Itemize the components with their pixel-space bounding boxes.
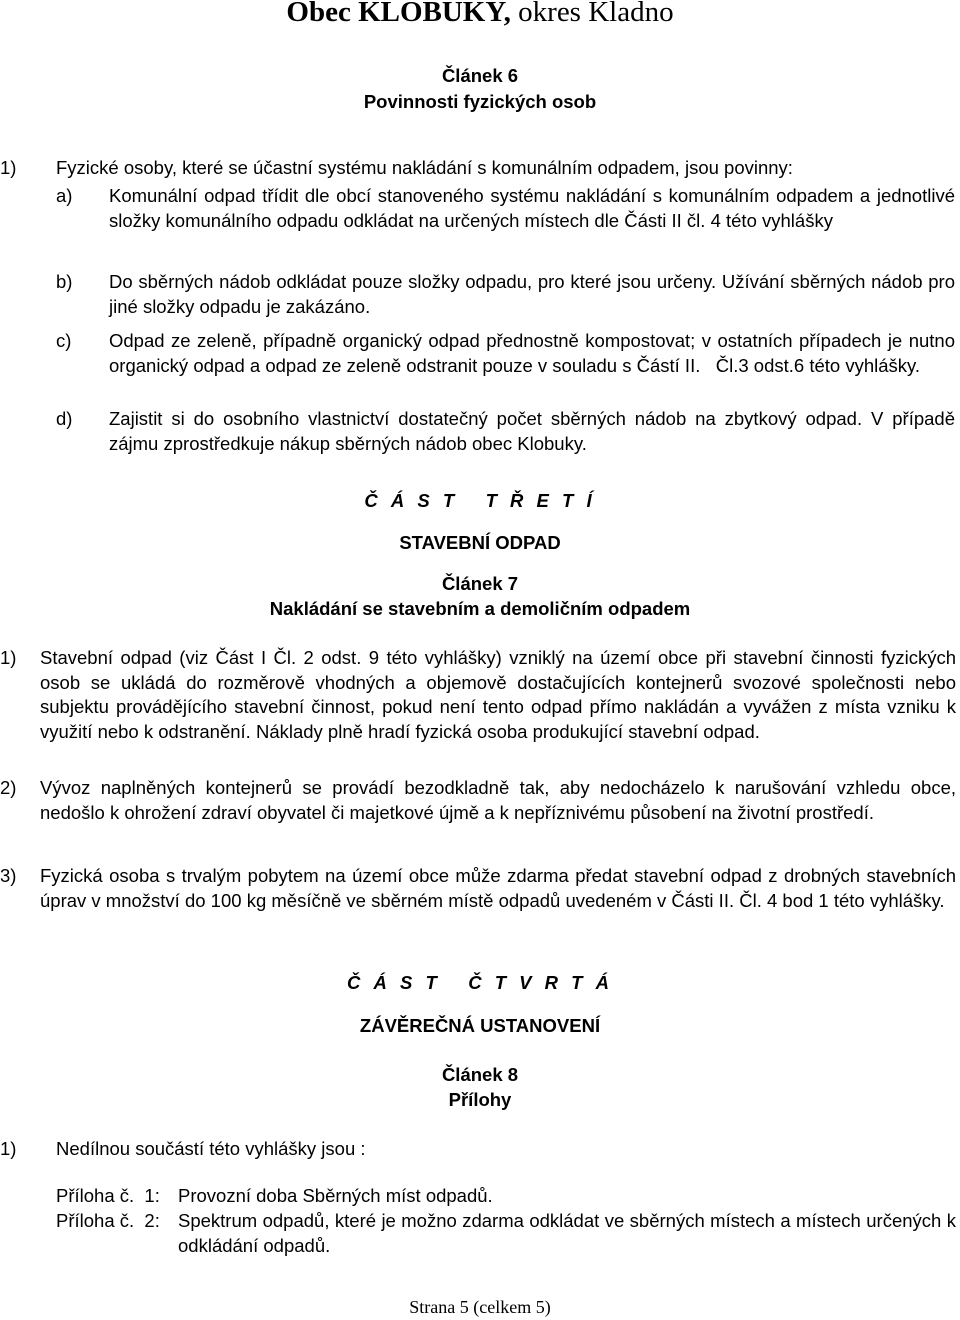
article-8-subheading: Přílohy — [448, 1089, 512, 1110]
article-7-subheading: Nakládání se stavebním a demoličním odpadem — [269, 598, 691, 619]
item-text: Zajistit si do osobního vlastnictví dostatečný počet sběrných nádob na zbytkový odpad. V případě zájmu zprostředkuje nákup sběrných nádob obec Klobuky. — [109, 408, 955, 454]
part-3-title: Č Á S T T Ř E T Í — [364, 490, 596, 511]
part-3-subtitle: STAVEBNÍ ODPAD — [399, 532, 561, 553]
item-text: Do sběrných nádob odkládat pouze složky odpadu, pro které jsou určeny. Užívání sběrných nádob pro jiné složky odpadu je zakázáno. — [109, 271, 955, 317]
district-name: okres Kladno — [518, 0, 674, 28]
article-6-heading: Článek 6 — [441, 65, 519, 86]
paragraph-number: 1) — [0, 647, 17, 668]
item-text: Odpad ze zeleně, případně organický odpad přednostně kompostovat; v ostatních případech je nutno organický odpad a odpad ze zeleně odstranit pouze v souladu s Částí II. Čl.3 odst.6 této vyhlášky. — [109, 330, 960, 376]
page-number-footer: Strana 5 (celkem 5) — [409, 1297, 551, 1317]
point-number: 1) — [0, 1138, 17, 1159]
article-8-heading: Článek 8 — [441, 1064, 519, 1085]
attachment-text: Provozní doba Sběrných míst odpadů. — [178, 1185, 493, 1206]
attachment-text: Spektrum odpadů, které je možno zdarma odkládat ve sběrných místech a místech určených k odkládání odpadů. — [178, 1210, 956, 1256]
paragraph-number: 3) — [0, 865, 17, 886]
item-label: a) — [56, 185, 73, 206]
municipality-name: Obec KLOBUKY, — [286, 0, 511, 28]
part-4-subtitle: ZÁVĚREČNÁ USTANOVENÍ — [359, 1015, 601, 1036]
point-number: 1) — [0, 157, 17, 178]
item-label: c) — [56, 330, 72, 351]
item-text: Komunální odpad třídit dle obcí stanoveného systému nakládání s komunálním odpadem a jednotlivé složky komunálního odpadu odkládat na určených místech dle Části II čl. 4 této vyhlášky — [109, 185, 955, 231]
page-title — [0, 0, 960, 32]
attachment-label: Příloha č. 1: — [56, 1185, 160, 1206]
article-7-heading: Článek 7 — [441, 573, 519, 594]
part-4-title: Č Á S T Č T V R T Á — [347, 972, 613, 993]
article-6-subheading: Povinnosti fyzických osob — [363, 91, 597, 112]
point-text: Fyzické osoby, které se účastní systému nakládání s komunálním odpadem, jsou povinny: — [56, 157, 793, 178]
item-label: b) — [56, 271, 73, 292]
paragraph-text: Stavební odpad (viz Část I Čl. 2 odst. 9 této vyhlášky) vzniklý na území obce při stavební činnosti fyzických osob se ukládá do rozměrově vhodných a objemově dostačujících kontejnerů svozové společnosti nebo subjektu provádějícího stavební činnost, pokud není tento odpad přímo nakládán a vyvážen z místa vzniku k využití nebo k odstranění. Náklady plně hradí fyzická osoba produkující stavební odpad. — [40, 647, 956, 742]
paragraph-text: Fyzická osoba s trvalým pobytem na území obce může zdarma předat stavební odpad z drobných stavebních úprav v množství do 100 kg měsíčně ve sběrném místě odpadů uvedeném v Části II. Čl. 4 bod 1 této vyhlášky. — [40, 865, 956, 911]
paragraph-number: 2) — [0, 777, 17, 798]
paragraph-text: Vývoz naplněných kontejnerů se provádí bezodkladně tak, aby nedocházelo k narušování vzhledu obce, nedošlo k ohrožení zdraví obyvatel či majetkové újmě a k nepříznivému působení na životní prostředí. — [40, 777, 956, 823]
attachment-label: Příloha č. 2: — [56, 1210, 160, 1231]
point-text: Nedílnou součástí této vyhlášky jsou : — [56, 1138, 366, 1159]
item-label: d) — [56, 408, 73, 429]
